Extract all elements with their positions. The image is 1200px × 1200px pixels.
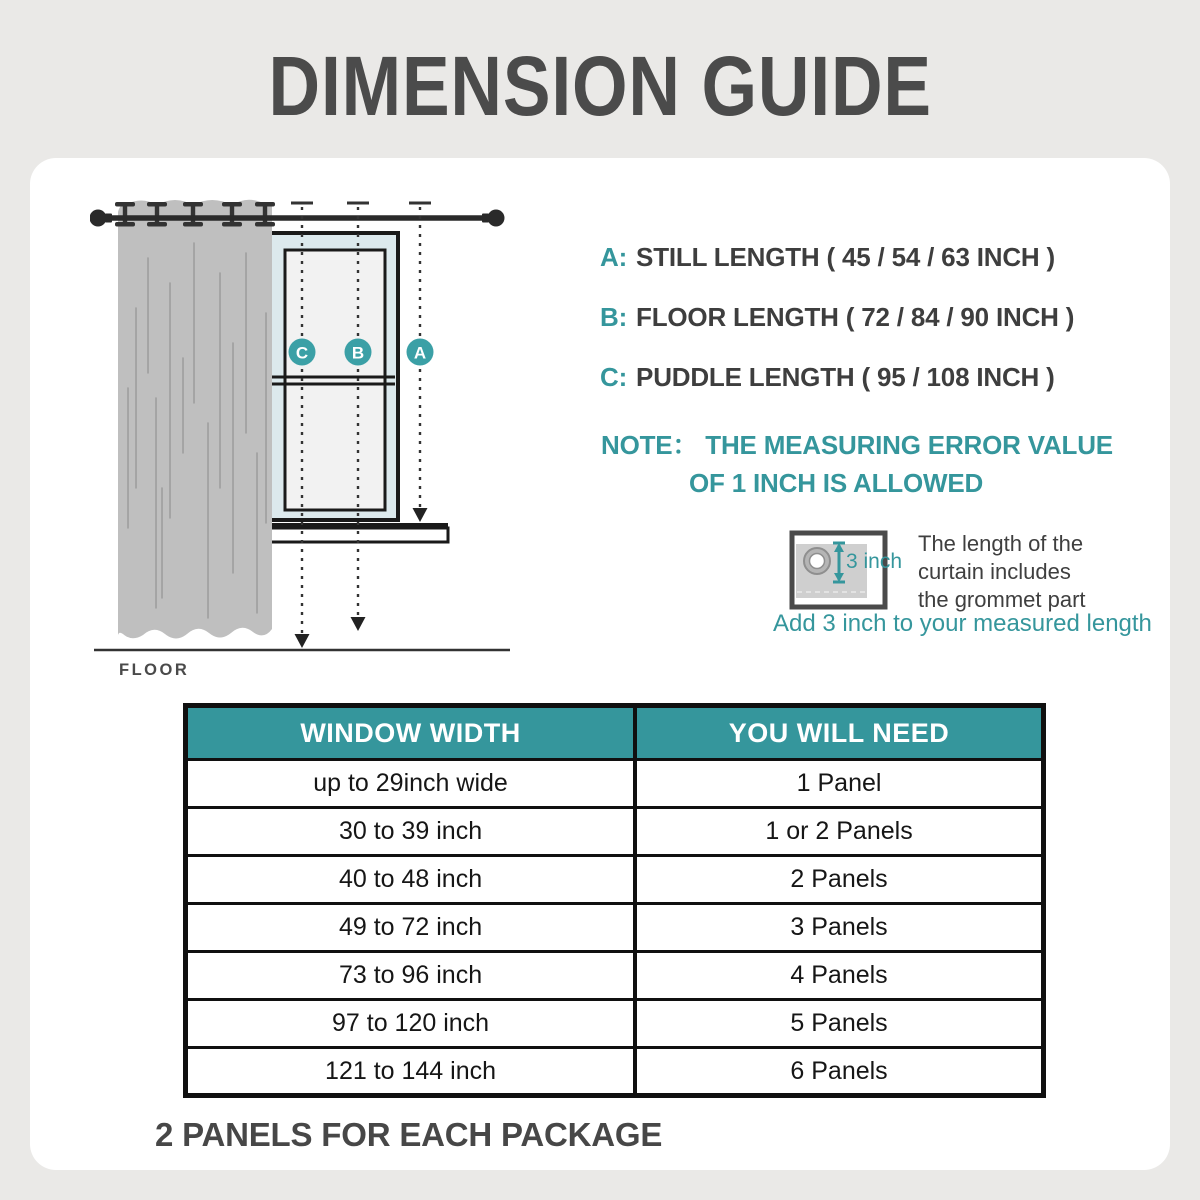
grommet-description: The length of the curtain includes the grommet part (918, 531, 1086, 612)
length-prefix-a: A: (600, 242, 628, 272)
note-line2: OF 1 INCH IS ALLOWED (689, 468, 984, 498)
curtain-panel (118, 200, 272, 639)
length-item-a (600, 241, 1074, 273)
curtain-diagram (90, 188, 560, 688)
grommet-measure-label: 3 inch (846, 550, 903, 573)
length-text-c: PUDDLE LENGTH ( 95 / 108 INCH ) (636, 362, 1055, 392)
rod-finial-right (488, 210, 505, 227)
header-you-will-need: YOU WILL NEED (635, 706, 1043, 760)
length-prefix-c: C: (600, 362, 628, 392)
header-window-width: WINDOW WIDTH (186, 706, 636, 760)
note-label: NOTE： (601, 430, 699, 460)
length-item-b (600, 301, 1074, 333)
measure-marker-c (289, 339, 316, 366)
measure-marker-a (407, 339, 434, 366)
length-item-c (600, 361, 1074, 393)
svg-text:C: C (295, 343, 309, 363)
length-list (600, 241, 1074, 421)
note (601, 426, 1113, 502)
length-text-b: FLOOR LENGTH ( 72 / 84 / 90 INCH ) (636, 302, 1075, 332)
footer-note: 2 PANELS FOR EACH PACKAGE (155, 1116, 663, 1153)
floor-label: FLOOR (119, 661, 190, 679)
panel-table (183, 703, 1046, 1098)
table-row: 49 to 72 inch 3 Panels (186, 904, 1044, 952)
table-header-row (186, 706, 1044, 760)
svg-text:B: B (351, 343, 365, 363)
length-prefix-b: B: (600, 302, 628, 332)
table-row: 30 to 39 inch 1 or 2 Panels (186, 808, 1044, 856)
page-title: DIMENSION GUIDE (268, 39, 932, 133)
content-card (30, 158, 1170, 1170)
rod-finial-left (90, 210, 107, 227)
table-row: 73 to 96 inch 4 Panels (186, 952, 1044, 1000)
grommet-figure (788, 528, 928, 613)
svg-text:A: A (413, 343, 427, 363)
grommet-tip: Add 3 inch to your measured length (773, 610, 1152, 637)
table-row: 97 to 120 inch 5 Panels (186, 1000, 1044, 1048)
note-line1: NOTE： THE MEASURING ERROR VALUE (601, 430, 1113, 460)
measure-marker-b (345, 339, 372, 366)
length-text-a: STILL LENGTH ( 45 / 54 / 63 INCH ) (636, 242, 1055, 272)
table-row: up to 29inch wide 1 Panel (186, 760, 1044, 808)
table-row: 40 to 48 inch 2 Panels (186, 856, 1044, 904)
table-row: 121 to 144 inch 6 Panels (186, 1048, 1044, 1096)
